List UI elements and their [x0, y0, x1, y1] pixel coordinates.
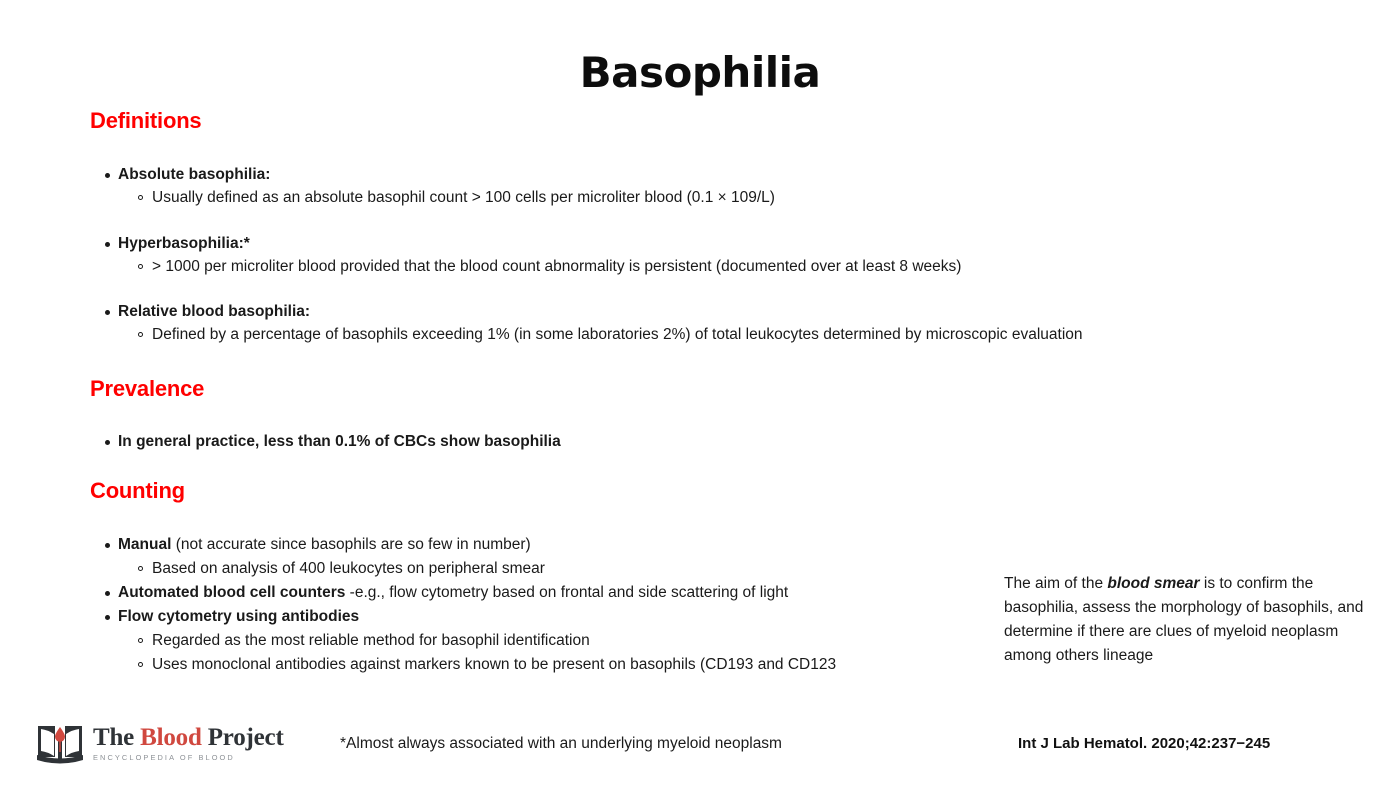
counting-flow-label: Flow cytometry using antibodies	[118, 608, 360, 625]
footnote-text: *Almost always associated with an underlying myeloid neoplasm	[340, 735, 782, 752]
list-item	[90, 232, 961, 255]
aside-note-lead: The aim of the	[1004, 575, 1108, 592]
counting-manual-label: Manual	[118, 536, 172, 553]
definition-term: Hyperbasophilia:*	[118, 235, 250, 252]
list-item	[90, 163, 775, 186]
aside-note	[1004, 572, 1376, 668]
definition-group-absolute	[90, 163, 775, 209]
logo-wordmark	[93, 725, 284, 750]
counting-automated-note: -e.g., flow cytometry based on frontal and side scattering of light	[345, 584, 789, 601]
counting-manual-note: (not accurate since basophils are so few in number)	[171, 536, 531, 553]
definition-group-relative	[90, 300, 1083, 346]
logo-word-the: The	[93, 723, 141, 751]
logo-text-wrap	[93, 725, 284, 762]
citation-text: Int J Lab Hematol. 2020;42:237−245	[1018, 735, 1271, 752]
section-heading-counting: Counting	[90, 478, 185, 503]
list-item	[90, 605, 836, 629]
counting-flow-detail: Regarded as the most reliable method for basophil identification	[152, 632, 590, 649]
counting-group	[90, 533, 836, 677]
brand-logo[interactable]	[36, 722, 284, 764]
definition-detail: Usually defined as an absolute basophil count > 100 cells per microliter blood (0.1 × 109/L)	[152, 189, 775, 206]
logo-word-blood: Blood	[140, 723, 202, 751]
list-item	[90, 653, 836, 677]
page-title: Basophilia	[579, 48, 821, 97]
list-item	[90, 557, 836, 581]
counting-flow-detail: Uses monoclonal antibodies against markers known to be present on basophils (CD193 and CD123	[152, 656, 837, 673]
aside-note-emphasis: blood smear	[1107, 575, 1200, 592]
list-item	[90, 533, 836, 557]
definition-detail: Defined by a percentage of basophils exceeding 1% (in some laboratories 2%) of total leukocytes determined by microscopic evaluation	[152, 326, 1083, 343]
prevalence-statement: In general practice, less than 0.1% of CBCs show basophilia	[118, 433, 561, 450]
list-item	[90, 323, 1083, 346]
definition-detail: > 1000 per microliter blood provided that the blood count abnormality is persistent (documented over at least 8 weeks)	[152, 258, 962, 275]
list-item	[90, 186, 775, 209]
list-item	[90, 430, 561, 453]
section-heading-definitions: Definitions	[90, 108, 202, 133]
prevalence-group	[90, 430, 561, 453]
section-heading-prevalence: Prevalence	[90, 376, 205, 401]
definition-group-hyperbasophilia	[90, 232, 961, 278]
open-book-icon	[36, 722, 84, 764]
counting-manual-detail: Based on analysis of 400 leukocytes on peripheral smear	[152, 560, 545, 577]
aside-note-rest: is to confirm the basophilia, assess the morphology of basophils, and determine if there are clues of myeloid neoplasm among others lineage	[1004, 575, 1364, 664]
counting-automated-label: Automated blood cell counters	[118, 584, 346, 601]
list-item	[90, 255, 961, 278]
list-item	[90, 300, 1083, 323]
list-item	[90, 629, 836, 653]
logo-word-project: Project	[201, 723, 284, 751]
definition-term: Relative blood basophilia:	[118, 303, 311, 320]
definition-term: Absolute basophilia:	[118, 166, 271, 183]
logo-tagline: ENCYCLOPEDIA OF BLOOD	[93, 752, 235, 762]
list-item	[90, 581, 836, 605]
